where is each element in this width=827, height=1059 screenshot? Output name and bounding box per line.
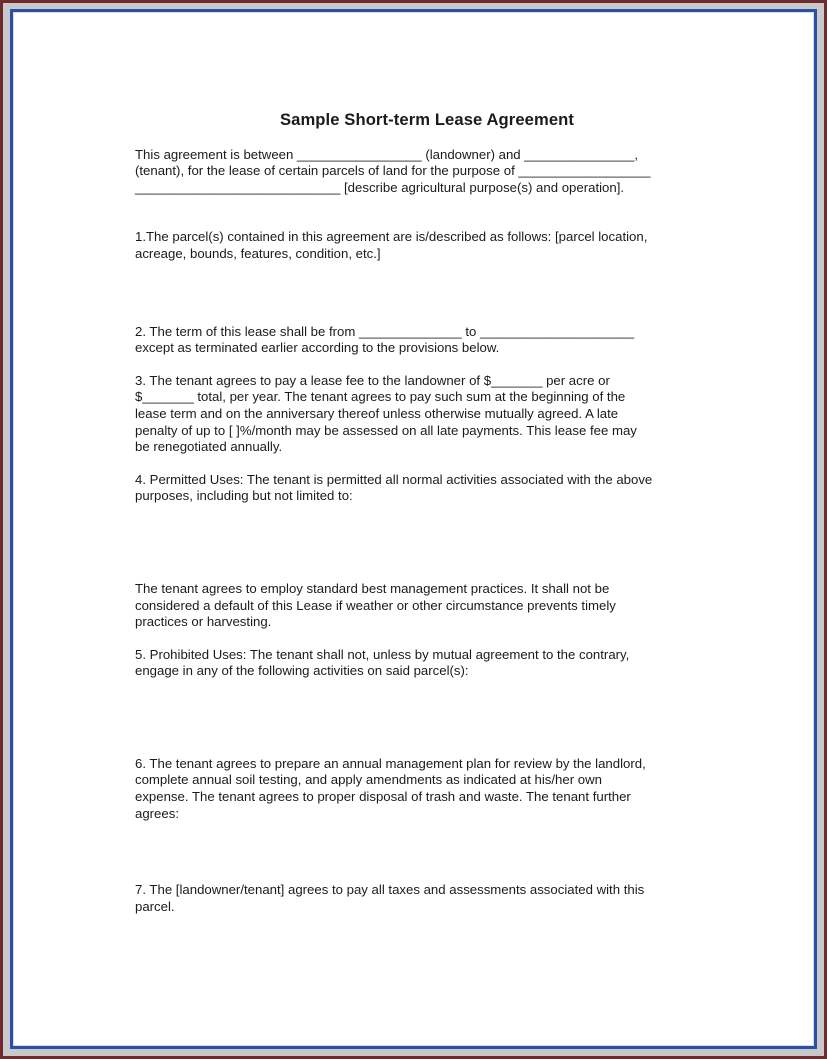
section-7-taxes: 7. The [landowner/tenant] agrees to pay all taxes and assessments associated with this parcel. xyxy=(135,882,645,914)
section-4-permitted-uses: 4. Permitted Uses: The tenant is permitted all normal activities associated with the above purposes, including but not limited to: xyxy=(135,471,653,504)
section-1-parcel-description: 1.The parcel(s) contained in this agreement are is/described as follows: [parcel location, acreage, bounds, features, condition, etc.] xyxy=(135,229,648,261)
section-3-lease-fee: 3. The tenant agrees to pay a lease fee to the landowner of $_______ per acre or $_______ total, per year. The tenant agrees to pay such sum at the beginning of the lease term and on the anniversary thereof unless otherwise mutually agreed. A late penalty of up to [ ]%/month may be assessed on all late payments. This lease fee may be renegotiated annually. xyxy=(135,372,637,455)
section-5-prohibited-uses: 5. Prohibited Uses: The tenant shall not, unless by mutual agreement to the contrary, engage in any of the following activities on said parcel(s): xyxy=(135,646,630,679)
document-body xyxy=(135,112,705,915)
section-4-best-practices: The tenant agrees to employ standard best management practices. It shall not be considered a default of this Lease if weather or other circumstance prevents timely practices or harvesting. xyxy=(135,580,616,630)
section-6-management-plan: 6. The tenant agrees to prepare an annual management plan for review by the landlord, complete annual soil testing, and apply amendments as indicated at his/her own expense. The tenant agrees to proper disposal of trash and waste. The tenant further agrees: xyxy=(135,755,646,821)
document-page xyxy=(10,9,817,1049)
section-2-lease-term: 2. The term of this lease shall be from ______________ to _____________________ except as terminated earlier according to the provisions below. xyxy=(135,323,635,356)
image-mat xyxy=(3,3,824,1056)
document-title: Sample Short-term Lease Agreement xyxy=(279,110,575,129)
intro-paragraph: This agreement is between _________________ (landowner) and _______________, (tenant), for the lease of certain parcels of land for the purpose of __________________ ____________________________ [describe agricultural purpose(s) and operation]. xyxy=(135,146,651,195)
